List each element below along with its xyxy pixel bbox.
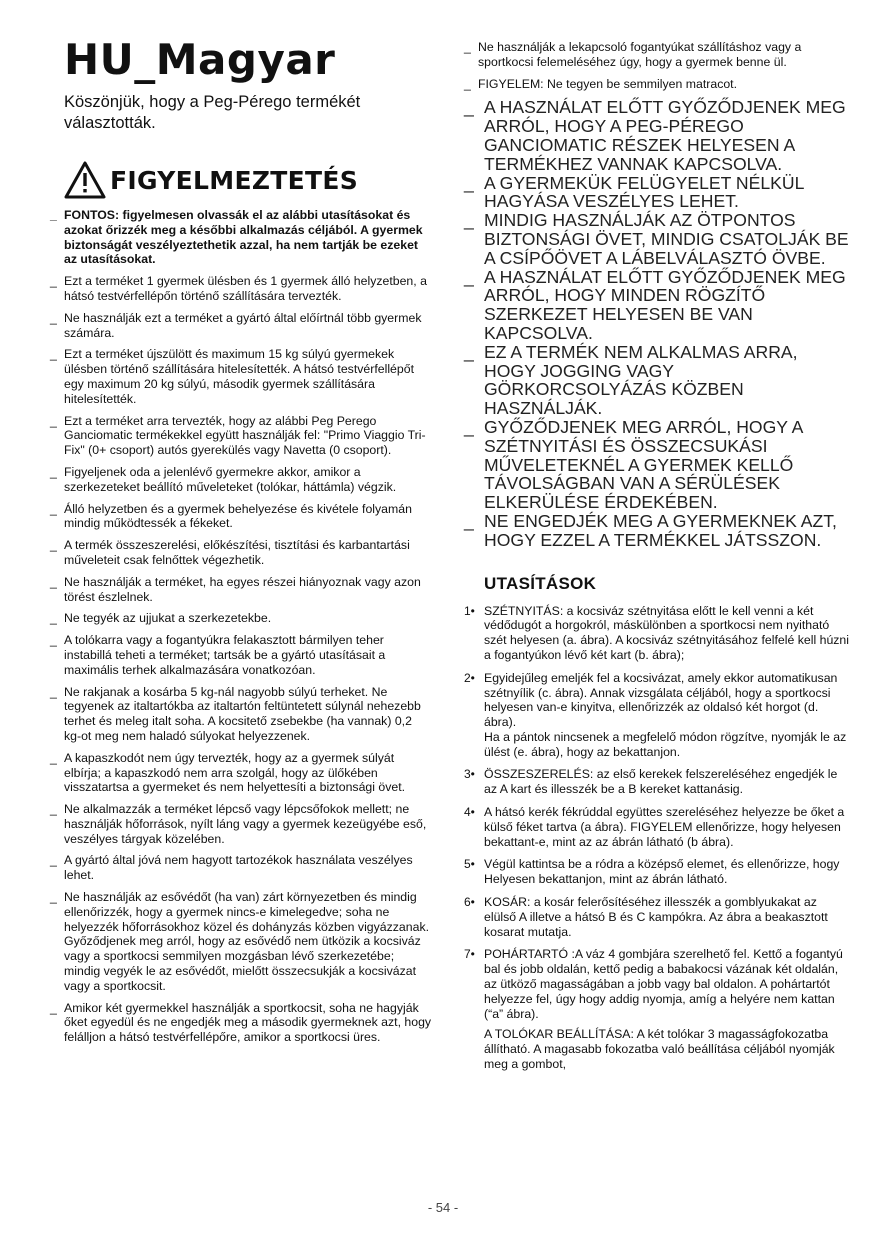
warning-item (50, 465, 432, 495)
warning-list-continued (464, 40, 850, 91)
step-number: 2• (464, 670, 475, 685)
bullet-dash: _ (464, 416, 474, 437)
warning-item (50, 802, 432, 846)
bullet-dash: _ (50, 501, 57, 516)
warning-item (50, 347, 432, 406)
step-text: KOSÁR: a kosár felerősítéséhez illesszék a gomblyukakat az elülső A illetve a hátsó B és C kampókra. Az ábra a beakasztott kosarat mutatja. (484, 895, 828, 939)
bullet-dash: _ (50, 464, 57, 479)
bullet-dash: _ (464, 210, 474, 231)
warning-item (50, 853, 432, 883)
bullet-dash: _ (50, 802, 57, 817)
item-text: Ne használják az esővédőt (ha van) zárt környezetben és mindig ellenőrizzék, hogy a gyermek nincs-e kimelegedve; soha ne helyezzék hőforrásokhoz közel és dohányzás közben vigyázzanak. Győződjenek meg arról, hogy az esővédő nem ütközik a kocsiváz vagy a sportkocsi semmilyen mozgásban lévő szerkezetébe; mindig vegyék le az esővédőt, mielőtt összecsukják a kocsivázat vagy a sportkocsit. (64, 890, 430, 993)
step-text: A hátsó kerék fékrúddal együttes szereléséhez helyezze be őket a külső féket tartva (a ábra). FIGYELEM ellenőrizze, hogy helyesen bekattant-e, mint az az ábrán látható (b ábra). (484, 805, 845, 849)
warning-triangle-icon (64, 161, 106, 199)
step-text: Végül kattintsa be a ródra a középső elemet, és ellenőrizze, hogy Helyesen bekattanjon, mint az ábrán látható. (484, 857, 840, 887)
item-text: Ne tegyék az ujjukat a szerkezetekbe. (64, 611, 272, 626)
step-number: 7• (464, 947, 475, 962)
instruction-step (464, 767, 850, 797)
item-text: Amikor két gyermekkel használják a sportkocsit, soha ne hagyják őket egyedül és ne engedjék meg a második gyermeknek azt, hogy felálljon a hátsó testvérfellépőre, amikor a sportkocsi üres. (64, 1000, 432, 1045)
warning-list (50, 208, 432, 1045)
warning-heading (64, 160, 432, 200)
warning-title: FIGYELMEZTETÉS (110, 165, 359, 195)
intro-text: Köszönjük, hogy a Peg-Pérego termékét választották. (64, 93, 361, 132)
item-text: Ezt a terméket 1 gyermek ülésben és 1 gyermek álló helyzetben, a hátsó testvérfellépőn történő szállítására tervezték. (64, 274, 427, 303)
warning-item (50, 685, 432, 744)
item-text: NE ENGEDJÉK MEG A GYERMEKNEK AZT, HOGY EZZEL A TERMÉKKEL JÁTSSZON. (484, 510, 837, 550)
warning-item (50, 311, 432, 341)
caps-warning-item (464, 343, 850, 418)
bullet-dash: _ (50, 538, 57, 553)
bullet-dash: _ (464, 172, 474, 193)
bullet-dash: _ (464, 97, 474, 118)
warning-item (50, 611, 432, 626)
language-title: HU_Magyar (64, 35, 336, 84)
caps-warning-item (464, 98, 850, 173)
instruction-step (464, 805, 850, 849)
step-number: 3• (464, 767, 475, 782)
step-text: Egyidejűleg emeljék fel a kocsivázat, amely ekkor automatikusan szétnyílik (c. ábra). Annak vizsgálata céljából, hogy a sportkocsi helyesen van-e kinyitva, ellenőrizzék az oldalsó két horgot (d. ábra). (484, 670, 838, 730)
item-text: Ne alkalmazzák a terméket lépcső vagy lépcsőfokok mellett; ne használják hőforrások, nyílt láng vagy a gyermek kezeügyébe eső, veszélyes tárgyak közelében. (64, 802, 427, 846)
instruction-step (464, 895, 850, 939)
instruction-step (464, 947, 850, 1071)
instructions-list (464, 604, 850, 1072)
bullet-dash: _ (50, 853, 57, 868)
item-text: Ezt a terméket arra tervezték, hogy az alábbi Peg Perego Ganciomatic termékekkel együtt használják fel: "Primo Viaggio Tri-Fix" (0+ csoport) autós gyerekülés vagy Navetta (0 csoport). (64, 413, 426, 458)
bullet-dash: _ (50, 890, 57, 905)
item-text: Álló helyzetben és a gyermek behelyezése és kivétele folyamán mindig működtessék a fékeket. (64, 501, 412, 531)
page-number: - 54 - (427, 1200, 459, 1215)
item-text: Ne használják a lekapcsoló fogantyúkat szállításhoz vagy a sportkocsi felemeléséhez úgy, hogy a gyermek benne ül. (478, 40, 802, 69)
item-text: A GYERMEKÜK FELÜGYELET NÉLKÜL HAGYÁSA VESZÉLYES LEHET. (484, 172, 804, 212)
bullet-dash: _ (50, 413, 57, 428)
warning-item (50, 414, 432, 458)
item-text: FONTOS: figyelmesen olvassák el az alábbi utasításokat és azokat őrizzék meg a későbbi alkalmazás céljából. A gyermek biztonságát veszélyeztethetik azzal, ha nem tartják be ezeket az utasításokat. (64, 208, 423, 267)
bullet-dash: _ (464, 76, 471, 91)
warning-item (50, 502, 432, 532)
item-text: A gyártó által jóvá nem hagyott tartozékok használata veszélyes lehet. (64, 853, 413, 883)
warning-item (50, 633, 432, 677)
caps-warning-item (464, 512, 850, 550)
bullet-dash: _ (50, 750, 57, 765)
caps-warning-item (464, 268, 850, 343)
step-extra-text: Ha a pántok nincsenek a megfelelő módon rögzítve, nyomják le az ülést (e. ábra), hogy az bekattanjon. (484, 729, 847, 759)
warning-item (50, 1001, 432, 1045)
bullet-dash: _ (464, 266, 474, 287)
item-text: Ne rakjanak a kosárba 5 kg-nál nagyobb súlyú terheket. Ne tegyenek az italtartókba az italtartón feltüntetett súlynál nehezebb terhet és meleg italt soha. A kocsitető zsebekbe (ha vannak) 0,2 kg-ot meg nem haladó súlyokat helyezzenek. (64, 684, 421, 743)
item-text: A HASZNÁLAT ELŐTT GYŐZŐDJENEK MEG ARRÓL, HOGY A PEG-PÉREGO GANCIOMATIC RÉSZEK HELYESEN A TERMÉKHEZ VANNAK KAPCSOLVA. (484, 97, 846, 174)
instruction-step (464, 671, 850, 760)
instruction-step (464, 857, 850, 887)
instructions-title: UTASÍTÁSOK (484, 573, 597, 593)
warning-item (50, 575, 432, 605)
item-text: A tolókarra vagy a fogantyúkra felakasztott bármilyen teher instabillá teheti a terméket; tartsák be a gyártó utasításait a maximális terhek alkalmazására vonatkozóan. (64, 633, 386, 677)
item-text: A kapaszkodót nem úgy tervezték, hogy az a gyermek súlyát elbírja; a kapaszkodó nem arra szolgál, hogy az ülőkében visszatartsa a gyermeket és nem helyettesíti a biztonsági övet. (64, 750, 406, 795)
caps-warning-item (464, 418, 850, 512)
bullet-dash: _ (50, 347, 57, 362)
warning-item (50, 538, 432, 568)
bullet-dash: _ (50, 310, 57, 325)
bullet-dash: _ (50, 1000, 57, 1015)
caps-warning-item (464, 211, 850, 267)
bullet-dash: _ (50, 684, 57, 699)
step-text: POHÁRTARTÓ :A váz 4 gombjára szerelhető fel. Kettő a fogantyú bal és jobb oldalán, kettő pedig a babakocsi vázának két oldalán, az ütköző magasságában a jobb vagy bal oldalon. A pohártartót helyezze fel, úgy hogy addig nyomja, amíg a helyére nem kattan (“a” ábra). (484, 947, 843, 1021)
caps-warning-item (464, 174, 850, 212)
warning-item (464, 77, 850, 92)
left-column (50, 36, 432, 1052)
step-sub-text: A TOLÓKAR BEÁLLÍTÁSA: A két tolókar 3 magasságfokozatba állítható. A magasabb fokozatba való beállítása céljából nyomják meg a gombot, (484, 1027, 835, 1072)
instruction-step (464, 604, 850, 663)
step-number: 4• (464, 805, 475, 820)
item-text: GYŐZŐDJENEK MEG ARRÓL, HOGY A SZÉTNYITÁSI ÉS ÖSSZECSUKÁSI MŰVELETEKNÉL A GYERMEK KELLŐ TÁVOLSÁGBAN VAN A SÉRÜLÉSEK ELKERÜLÉSE ÉRDEKÉBEN. (484, 416, 803, 513)
item-text: MINDIG HASZNÁLJÁK AZ ÖTPONTOS BIZTONSÁGI ÖVET, MINDIG CSATOLJÁK BE A CSÍPŐÖVET A LÁBELVÁLASZTÓ ÖVBE. (484, 210, 849, 268)
item-text: FIGYELEM: Ne tegyen be semmilyen matracot. (478, 76, 738, 91)
item-text: Figyeljenek oda a jelenlévő gyermekre akkor, amikor a szerkezeteket beállító műveleteket (tolókar, háttámla) végzik. (64, 464, 397, 494)
item-text: A termék összeszerelési, előkészítési, tisztítási és karbantartási műveleteit csak felnőttek végezhetik. (64, 538, 410, 567)
item-text: EZ A TERMÉK NEM ALKALMAS ARRA, HOGY JOGGING VAGY GÖRKORCSOLYÁZÁS KÖZBEN HASZNÁLJÁK. (484, 341, 798, 419)
warning-item (50, 208, 432, 267)
bullet-dash: _ (50, 274, 57, 289)
bullet-dash: _ (464, 510, 474, 531)
bullet-dash: _ (50, 574, 57, 589)
warning-item (464, 40, 850, 70)
item-text: A HASZNÁLAT ELŐTT GYŐZŐDJENEK MEG ARRÓL, HOGY MINDEN RÖGZÍTŐ SZERKEZET HELYESEN BE VAN KAPCSOLVA. (484, 266, 846, 343)
step-number: 6• (464, 895, 475, 910)
bullet-dash: _ (50, 208, 57, 222)
warning-item (50, 890, 432, 994)
bullet-dash: _ (464, 341, 474, 362)
step-number: 5• (464, 857, 475, 872)
warning-caps-list (464, 98, 850, 549)
item-text: Ne használják ezt a terméket a gyártó által előírtnál több gyermek számára. (64, 310, 422, 340)
bullet-dash: _ (50, 633, 57, 648)
step-text: ÖSSZESZERELÉS: az első kerekek felszereléséhez engedjék le az A kart és illesszék be a B kereket kattanásig. (484, 767, 838, 797)
item-text: Ezt a terméket újszülött és maximum 15 kg súlyú gyermekek ülésben történő szállítására hitelesítették. A hátsó testvérfellépőt egy maximum 20 kg súlyú, második gyermek szállítására hitelesítették. (64, 347, 414, 406)
warning-item (50, 751, 432, 795)
step-text: SZÉTNYITÁS: a kocsiváz szétnyitása előtt le kell venni a két védődugót a horgokról, máskülönben a sportkocsi nem nyitható szét helyesen (a. ábra). A kocsiváz szétnyitásához felfelé kell húzni a fogantyúkon lévő két kart (b. ábra); (484, 603, 849, 662)
bullet-dash: _ (464, 40, 471, 54)
step-number: 1• (464, 603, 475, 618)
item-text: Ne használják a terméket, ha egyes részei hiányoznak vagy azon törést észlelnek. (64, 574, 421, 604)
right-column (464, 40, 850, 1080)
bullet-dash: _ (50, 611, 57, 626)
warning-item (50, 274, 432, 304)
